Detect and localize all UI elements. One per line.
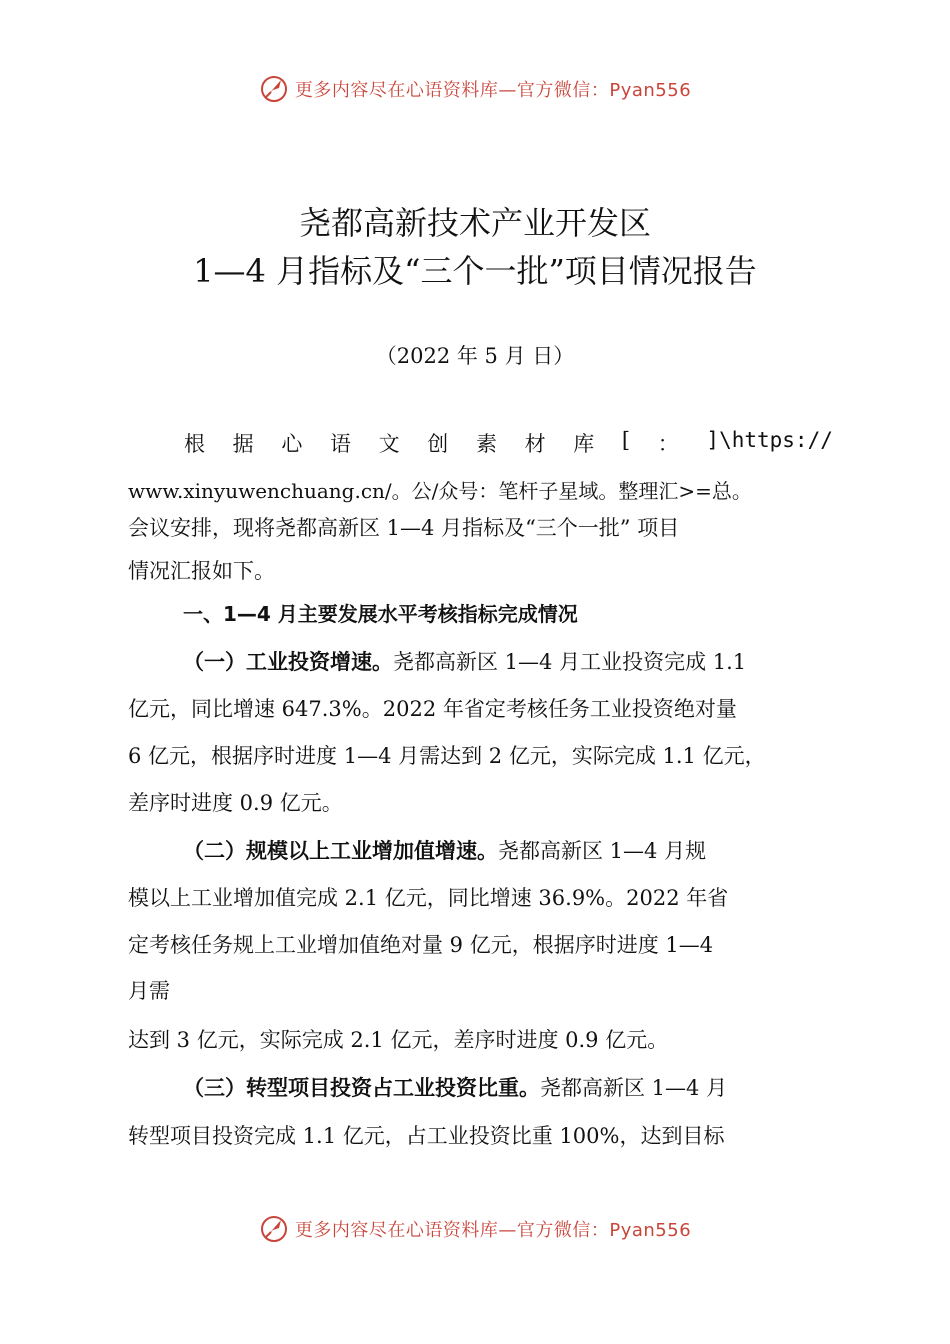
intro-char: ： bbox=[657, 432, 679, 456]
item2-heading: （二）规模以上工业增加值增速。 bbox=[183, 839, 498, 863]
document-title-line1: 尧都高新技术产业开发区 bbox=[298, 204, 651, 242]
intro-char: 创 bbox=[427, 432, 449, 456]
section1-heading: 一、1—4 月主要发展水平考核指标完成情况 bbox=[183, 602, 578, 626]
item1-line2: 亿元，同比增速 647.3%。2022 年省定考核任务工业投资绝对量 bbox=[128, 697, 737, 721]
item2-line4: 月需 bbox=[128, 979, 170, 1003]
item2-line1-text: 尧都高新区 1—4 月规 bbox=[498, 839, 707, 863]
item1-line4: 差序时进度 0.9 亿元。 bbox=[128, 791, 343, 815]
document-date: （2022 年 5 月 日） bbox=[375, 344, 575, 368]
item1-heading: （一）工业投资增速。 bbox=[183, 650, 393, 674]
intro-char: 根 bbox=[184, 432, 205, 456]
intro-char: 语 bbox=[329, 432, 351, 456]
item1-line1-text: 尧都高新区 1—4 月工业投资完成 1.1 bbox=[393, 650, 747, 674]
item3-heading: （三）转型项目投资占工业投资比重。 bbox=[183, 1076, 540, 1100]
intro-char: 库 bbox=[573, 432, 595, 456]
item3-line2: 转型项目投资完成 1.1 亿元，占工业投资比重 100%，达到目标 bbox=[128, 1124, 725, 1148]
item2-line1 bbox=[183, 835, 706, 865]
intro-char: 据 bbox=[232, 432, 254, 456]
quill-circle-logo-icon bbox=[259, 1214, 289, 1244]
banner-text: 更多内容尽在心语资料库—官方微信：Pyan556 bbox=[294, 80, 692, 101]
item3-line1-text: 尧都高新区 1—4 月 bbox=[540, 1076, 728, 1100]
intro-char: 素 bbox=[475, 432, 497, 456]
footer-watermark-banner bbox=[0, 1214, 950, 1254]
intro-line1 bbox=[128, 428, 833, 458]
quill-circle-logo-icon bbox=[259, 74, 289, 104]
item2-line3: 定考核任务规上工业增加值绝对量 9 亿元，根据序时进度 1—4 bbox=[128, 933, 714, 957]
header-watermark-banner bbox=[0, 74, 950, 114]
intro-char: ]\https:// bbox=[706, 428, 833, 452]
intro-line2: www.xinyuwenchuang.cn/。公/众号：笔杆子星域。整理汇>=总。 bbox=[128, 479, 752, 503]
document-title-line2: 1—4 月指标及“三个一批”项目情况报告 bbox=[193, 252, 757, 290]
item3-line1 bbox=[183, 1072, 727, 1102]
item2-line2: 模以上工业增加值完成 2.1 亿元，同比增速 36.9%。2022 年省 bbox=[128, 886, 729, 910]
intro-char: 心 bbox=[281, 432, 303, 456]
intro-char: [ bbox=[621, 428, 631, 452]
item2-line5: 达到 3 亿元，实际完成 2.1 亿元，差序时进度 0.9 亿元。 bbox=[128, 1028, 669, 1052]
intro-char: 材 bbox=[524, 432, 546, 456]
intro-char: 文 bbox=[378, 432, 400, 456]
intro-line4: 情况汇报如下。 bbox=[128, 559, 275, 583]
intro-line3: 会议安排，现将尧都高新区 1—4 月指标及“三个一批” 项目 bbox=[128, 516, 680, 540]
banner-text: 更多内容尽在心语资料库—官方微信：Pyan556 bbox=[294, 1220, 692, 1241]
item1-line1 bbox=[183, 646, 746, 676]
item1-line3: 6 亿元，根据序时进度 1—4 月需达到 2 亿元，实际完成 1.1 亿元， bbox=[128, 744, 766, 768]
